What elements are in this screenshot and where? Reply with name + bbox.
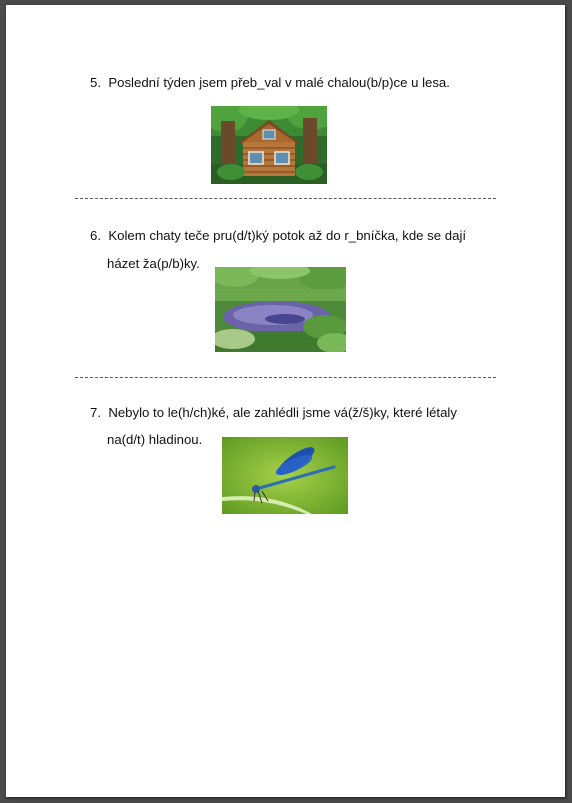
exercise-7-line-2 bbox=[107, 432, 202, 447]
exercise-7-text-1: Nebylo to le(h/ch)ké, ale zahlédli jsme vá(ž/š)ky, které létaly bbox=[108, 405, 457, 420]
separator-1 bbox=[75, 198, 496, 199]
exercise-7-line-1 bbox=[90, 405, 457, 420]
exercise-5-text: Poslední týden jsem přeb_val v malé chalou(b/p)ce u lesa. bbox=[108, 75, 450, 90]
exercise-7-number: 7. bbox=[90, 405, 101, 420]
exercise-6-number: 6. bbox=[90, 228, 101, 243]
log-cabin-image bbox=[211, 106, 327, 184]
exercise-5-number: 5. bbox=[90, 75, 101, 90]
exercise-6-text-2: házet ža(p/b)ky. bbox=[107, 256, 200, 271]
exercise-6-line-2 bbox=[107, 256, 200, 271]
exercise-6-line-1 bbox=[90, 228, 466, 243]
exercise-5-line-1 bbox=[90, 75, 450, 90]
separator-2 bbox=[75, 377, 496, 378]
exercise-7-text-2: na(d/t) hladinou. bbox=[107, 432, 203, 447]
dragonfly-image bbox=[222, 437, 348, 514]
forest-pond-image bbox=[215, 267, 346, 352]
document-page bbox=[6, 5, 565, 797]
exercise-6-text-1: Kolem chaty teče pru(d/t)ký potok až do r_bníčka, kde se dají bbox=[108, 228, 467, 243]
